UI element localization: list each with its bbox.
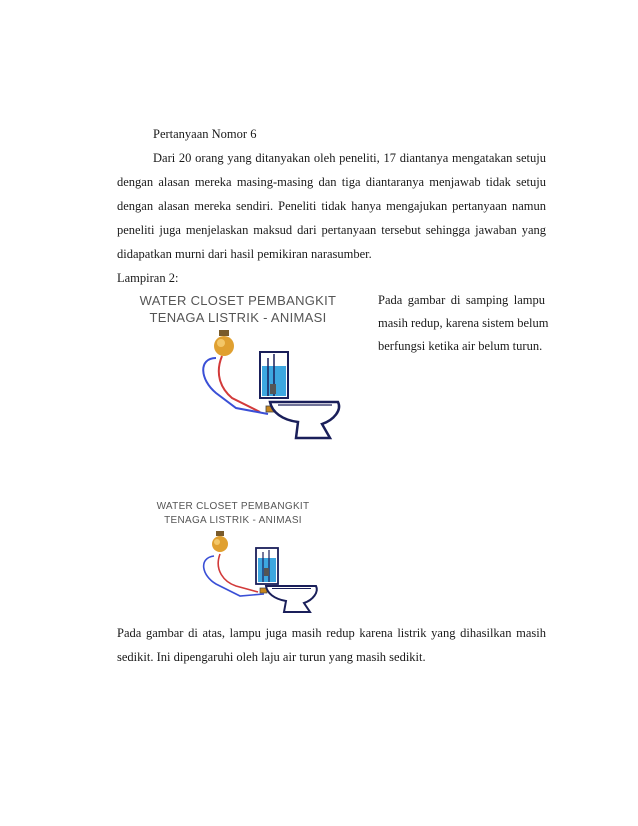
appendix-label: Lampiran 2: (117, 271, 179, 285)
paragraph-1-line: dengan alasan mereka sendiri. Peneliti tidak hanya mengajukan pertanyaan namun (117, 199, 546, 213)
paragraph-1-line: Dari 20 orang yang ditanyakan oleh peneliti, 17 diantanya mengatakan setuju (153, 151, 546, 165)
figure-2 (120, 500, 360, 612)
figure-2-title-line-1: WATER CLOSET PEMBANGKIT (156, 501, 310, 512)
toilet-generator-illustration-1 (120, 288, 360, 448)
side-caption-line: masih redup, karena sistem belum (378, 316, 549, 330)
figure-1-title-line-1: WATER CLOSET PEMBANGKIT (139, 293, 337, 308)
blue-wire (204, 556, 264, 596)
section-heading: Pertanyaan Nomor 6 (153, 127, 257, 141)
side-caption-line: Pada gambar di samping lampu (378, 293, 545, 307)
paragraph-1-line: peneliti juga menjelaskan maksud dari pertanyaan tersebut sehingga jawaban yang (117, 223, 546, 237)
side-caption (378, 289, 549, 358)
toilet-generator-illustration-2 (120, 500, 360, 612)
figure-1 (120, 288, 360, 448)
paragraph-2-line: Pada gambar di atas, lampu juga masih redup karena listrik yang dihasilkan masih (117, 626, 546, 640)
paragraph-1-line: dengan alasan mereka masing-masing dan tiga diantaranya menjawab tidak setuju (117, 175, 546, 189)
paragraph-1-line: didapatkan murni dari hasil pemikiran narasumber. (117, 247, 372, 261)
paragraph-2 (117, 621, 546, 669)
figure-2-title-line-2: TENAGA LISTRIK - ANIMASI (164, 515, 302, 526)
red-wire (218, 554, 258, 592)
toilet-bowl-icon (266, 586, 317, 612)
side-caption-line: berfungsi ketika air belum turun. (378, 339, 543, 353)
light-bulb-icon (212, 531, 228, 552)
toilet-bowl-icon (270, 402, 339, 438)
light-bulb-icon (214, 330, 234, 356)
blue-wire (203, 358, 268, 414)
figure-1-title-line-2: TENAGA LISTRIK - ANIMASI (149, 310, 327, 325)
red-wire (219, 356, 260, 412)
paragraph-2-line: sedikit. Ini dipengaruhi oleh laju air turun yang masih sedikit. (117, 650, 426, 664)
water-tank-icon (256, 548, 278, 584)
water-tank-icon (260, 352, 288, 398)
paragraph-1 (117, 146, 546, 266)
